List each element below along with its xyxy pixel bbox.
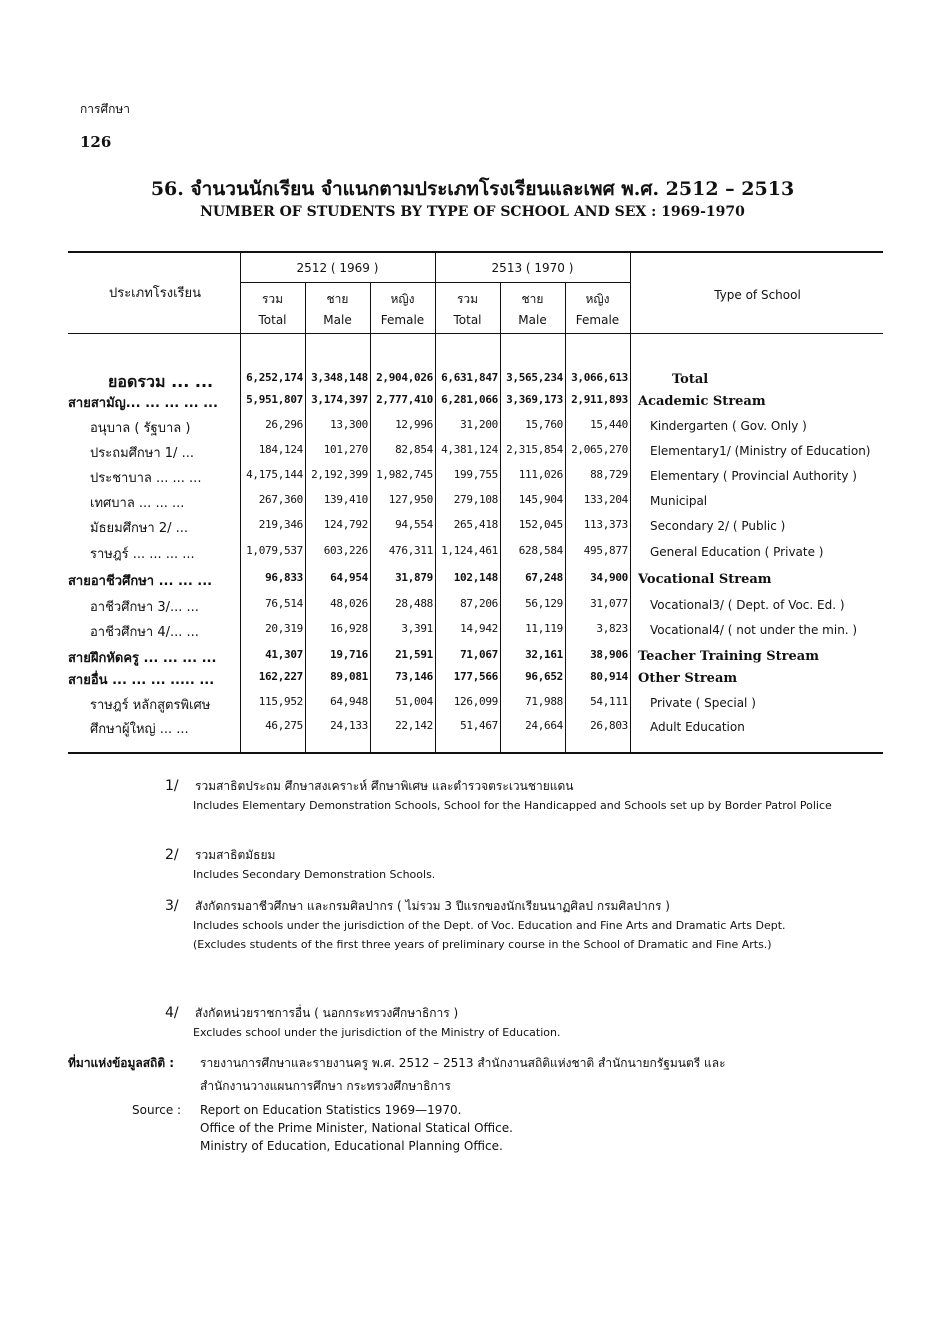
sub-header-en: Female xyxy=(380,313,425,327)
table-cell: 15,760 xyxy=(525,418,563,431)
table-cell: 219,346 xyxy=(258,518,303,531)
footnote-english: Excludes school under the jurisdiction of the Ministry of Education. xyxy=(193,1026,561,1039)
sub-header-en: Female xyxy=(575,313,620,327)
table-row xyxy=(68,368,883,390)
footnote-thai: รวมสาธิตประถม ศึกษาสงเคราะห์ ศึกษาพิเศษ และตำรวจตระเวนชายแดน xyxy=(195,779,574,793)
table-cell: 24,133 xyxy=(330,719,368,732)
footnote-mark: 2/ xyxy=(165,847,179,863)
row-label-english: Secondary 2/ ( Public ) xyxy=(650,519,786,533)
table-title-thai: 56. จำนวนนักเรียน จำแนกตามประเภทโรงเรียนและเพศ พ.ศ. 2512 – 2513 xyxy=(150,178,795,200)
sub-header-th: หญิง xyxy=(585,292,610,306)
row-label-english: Total xyxy=(672,372,709,387)
row-label-thai: อนุบาล ( รัฐบาล ) xyxy=(90,421,191,436)
table-cell: 31,200 xyxy=(460,418,498,431)
table-cell: 46,275 xyxy=(265,719,303,732)
table-cell: 26,296 xyxy=(265,418,303,431)
table-cell: 88,729 xyxy=(590,468,628,481)
table-cell: 94,554 xyxy=(395,518,433,531)
table-cell: 3,348,148 xyxy=(311,371,368,384)
table-row xyxy=(68,716,883,738)
left-column-header: ประเภทโรงเรียน xyxy=(108,286,202,301)
table-cell: 15,440 xyxy=(590,418,628,431)
row-label-thai: ศึกษาผู้ใหญ่ ... ... xyxy=(90,722,189,737)
table-cell: 73,146 xyxy=(395,670,433,683)
row-label-english: Kindergarten ( Gov. Only ) xyxy=(650,419,807,433)
table-cell: 21,591 xyxy=(395,648,433,661)
table-cell: 54,111 xyxy=(590,695,628,708)
table-cell: 87,206 xyxy=(460,597,498,610)
table-cell: 177,566 xyxy=(453,670,498,683)
table-row xyxy=(68,440,883,462)
table-row xyxy=(68,619,883,641)
sub-header-th: ชาย xyxy=(326,292,349,306)
footnote-mark: 4/ xyxy=(165,1005,179,1021)
footnote-mark: 3/ xyxy=(165,898,179,914)
table-title-english: NUMBER OF STUDENTS BY TYPE OF SCHOOL AND SEX : 1969-1970 xyxy=(200,204,745,220)
table-cell: 628,584 xyxy=(518,544,563,557)
source-label-thai: ที่มาแห่งข้อมูลสถิติ : xyxy=(68,1056,175,1070)
table-cell: 145,904 xyxy=(518,493,563,506)
table-cell: 51,004 xyxy=(395,695,433,708)
table-row xyxy=(68,594,883,616)
table-cell: 476,311 xyxy=(388,544,433,557)
table-cell: 133,204 xyxy=(583,493,628,506)
table-bottom-rule xyxy=(68,752,883,754)
table-cell: 115,952 xyxy=(258,695,303,708)
row-label-english: Teacher Training Stream xyxy=(638,649,819,664)
source-line-thai: รายงานการศึกษาและรายงานครู พ.ศ. 2512 – 2513 สำนักงานสถิติแห่งชาติ สำนักนายกรัฐมนตรี และ xyxy=(200,1056,726,1070)
table-cell: 89,081 xyxy=(330,670,368,683)
row-label-english: Municipal xyxy=(650,494,708,508)
row-label-thai: สายอื่น ... ... ... ..... ... xyxy=(68,673,215,688)
table-cell: 127,950 xyxy=(388,493,433,506)
row-label-english: Elementary1/ (Ministry of Education) xyxy=(650,444,871,458)
table-cell: 162,227 xyxy=(258,670,303,683)
table-cell: 126,099 xyxy=(453,695,498,708)
table-row xyxy=(68,515,883,537)
row-label-thai: ยอดรวม ... ... xyxy=(108,372,214,391)
table-cell: 48,026 xyxy=(330,597,368,610)
footnote-english: Includes schools under the jurisdiction of the Dept. of Voc. Education and Fine Arts and Dramatic Arts Dept. xyxy=(193,919,786,932)
footnote-thai: สังกัดหน่วยราชการอื่น ( นอกกระทรวงศึกษาธิการ ) xyxy=(195,1006,459,1020)
table-cell: 184,124 xyxy=(258,443,303,456)
table-cell: 3,066,613 xyxy=(571,371,628,384)
table-cell: 267,360 xyxy=(258,493,303,506)
table-cell: 19,716 xyxy=(330,648,368,661)
table-cell: 2,192,399 xyxy=(311,468,368,481)
footnote-thai: รวมสาธิตมัธยม xyxy=(195,848,276,862)
row-label-english: Private ( Special ) xyxy=(650,696,756,710)
table-cell: 28,488 xyxy=(395,597,433,610)
right-column-header: Type of School xyxy=(714,288,801,302)
section-label: การศึกษา xyxy=(80,102,130,116)
row-label-thai: ประถมศึกษา 1/ ... xyxy=(90,446,194,461)
table-cell: 67,248 xyxy=(525,571,563,584)
table-cell: 13,300 xyxy=(330,418,368,431)
table-cell: 24,664 xyxy=(525,719,563,732)
row-label-thai: สายอาชีวศึกษา ... ... ... xyxy=(68,574,213,589)
table-cell: 139,410 xyxy=(323,493,368,506)
sub-header-th: รวม xyxy=(261,292,284,306)
table-cell: 113,373 xyxy=(583,518,628,531)
sub-header-th: รวม xyxy=(456,292,479,306)
table-cell: 2,904,026 xyxy=(376,371,433,384)
footnote-mark: 1/ xyxy=(165,778,179,794)
table-cell: 4,381,124 xyxy=(441,443,498,456)
table-cell: 495,877 xyxy=(583,544,628,557)
table-cell: 6,631,847 xyxy=(441,371,498,384)
row-label-english: General Education ( Private ) xyxy=(650,545,824,559)
table-cell: 6,252,174 xyxy=(246,371,303,384)
table-cell: 41,307 xyxy=(265,648,303,661)
table-cell: 4,175,144 xyxy=(246,468,303,481)
table-cell: 32,161 xyxy=(525,648,563,661)
source-line-thai: สำนักงานวางแผนการศึกษา กระทรวงศึกษาธิการ xyxy=(200,1079,451,1093)
table-cell: 20,319 xyxy=(265,622,303,635)
table-row xyxy=(68,465,883,487)
table-cell: 22,142 xyxy=(395,719,433,732)
sub-header-en: Total xyxy=(258,313,287,327)
table-cell: 38,906 xyxy=(590,648,628,661)
row-label-english: Elementary ( Provincial Authority ) xyxy=(650,469,857,483)
table-cell: 31,879 xyxy=(395,571,433,584)
sub-header-en: Male xyxy=(518,313,547,327)
table-row xyxy=(68,541,883,563)
table-cell: 16,928 xyxy=(330,622,368,635)
table-cell: 111,026 xyxy=(518,468,563,481)
table-cell: 3,369,173 xyxy=(506,393,563,406)
footnote-english-note: (Excludes students of the first three years of preliminary course in the School of Dramatic and Fine Arts.) xyxy=(193,938,772,951)
table-cell: 64,948 xyxy=(330,695,368,708)
table-cell: 76,514 xyxy=(265,597,303,610)
table-row xyxy=(68,568,883,590)
table-cell: 34,900 xyxy=(590,571,628,584)
row-label-thai: สายฝึกหัดครู ... ... ... ... xyxy=(68,651,217,666)
table-cell: 26,803 xyxy=(590,719,628,732)
table-row xyxy=(68,667,883,689)
table-row xyxy=(68,415,883,437)
table-cell: 80,914 xyxy=(590,670,628,683)
footnote-english: Includes Secondary Demonstration Schools. xyxy=(193,868,436,881)
sub-header-en: Total xyxy=(453,313,482,327)
table-row xyxy=(68,645,883,667)
table-cell: 3,391 xyxy=(401,622,433,635)
footnote-3 xyxy=(165,899,865,952)
source-line-english: Office of the Prime Minister, National Statical Office. xyxy=(200,1121,513,1135)
table-cell: 102,148 xyxy=(453,571,498,584)
footnote-english: Includes Elementary Demonstration Schools, School for the Handicapped and Schools set up by Border Patrol Police xyxy=(193,799,832,812)
source-line-english: Ministry of Education, Educational Planning Office. xyxy=(200,1139,503,1153)
source-label-english: Source : xyxy=(132,1103,182,1117)
table-cell: 3,823 xyxy=(596,622,628,635)
table-cell: 5,951,807 xyxy=(246,393,303,406)
table-cell: 64,954 xyxy=(330,571,368,584)
row-label-thai: สายสามัญ... ... ... ... ... xyxy=(68,396,218,411)
sub-header-th: ชาย xyxy=(521,292,544,306)
source-line-english: Report on Education Statistics 1969—1970. xyxy=(200,1103,462,1117)
row-label-thai: ราษฎร์ ... ... ... ... xyxy=(90,547,195,562)
table-cell: 3,174,397 xyxy=(311,393,368,406)
table-row xyxy=(68,490,883,512)
table-cell: 12,996 xyxy=(395,418,433,431)
table-cell: 2,911,893 xyxy=(571,393,628,406)
table-cell: 101,270 xyxy=(323,443,368,456)
table-cell: 11,119 xyxy=(525,622,563,635)
table-cell: 6,281,066 xyxy=(441,393,498,406)
table-top-rule xyxy=(68,251,883,253)
row-label-english: Vocational3/ ( Dept. of Voc. Ed. ) xyxy=(650,598,845,612)
table-cell: 2,065,270 xyxy=(571,443,628,456)
table-cell: 603,226 xyxy=(323,544,368,557)
table-row xyxy=(68,692,883,714)
year-group-1970: 2513 ( 1970 ) xyxy=(491,261,574,275)
row-label-thai: อาชีวศึกษา 4/... ... xyxy=(90,625,199,640)
table-cell: 31,077 xyxy=(590,597,628,610)
row-label-english: Vocational Stream xyxy=(638,572,772,587)
table-cell: 1,079,537 xyxy=(246,544,303,557)
row-label-thai: มัธยมศึกษา 2/ ... xyxy=(90,521,188,536)
table-row xyxy=(68,390,883,412)
table-cell: 56,129 xyxy=(525,597,563,610)
table-cell: 71,988 xyxy=(525,695,563,708)
table-cell: 71,067 xyxy=(460,648,498,661)
table-cell: 265,418 xyxy=(453,518,498,531)
table-cell: 124,792 xyxy=(323,518,368,531)
row-label-thai: เทศบาล ... ... ... xyxy=(90,496,185,511)
table-cell: 152,045 xyxy=(518,518,563,531)
table-cell: 199,755 xyxy=(453,468,498,481)
year-group-1969: 2512 ( 1969 ) xyxy=(296,261,379,275)
row-label-thai: ราษฎร์ หลักสูตรพิเศษ xyxy=(90,698,211,713)
row-label-english: Other Stream xyxy=(638,671,738,686)
table-cell: 51,467 xyxy=(460,719,498,732)
page-number: 126 xyxy=(80,133,112,151)
footnote-thai: สังกัดกรมอาชีวศึกษา และกรมศิลปากร ( ไม่รวม 3 ปีแรกของนักเรียนนาฏศิลป กรมศิลปากร ) xyxy=(195,899,670,913)
table-cell: 1,124,461 xyxy=(441,544,498,557)
table-cell: 82,854 xyxy=(395,443,433,456)
table-cell: 1,982,745 xyxy=(376,468,433,481)
table-cell: 96,833 xyxy=(265,571,303,584)
footnote-2 xyxy=(165,848,865,882)
sub-header-en: Male xyxy=(323,313,352,327)
row-label-english: Academic Stream xyxy=(638,394,766,409)
table-cell: 2,777,410 xyxy=(376,393,433,406)
row-label-english: Vocational4/ ( not under the min. ) xyxy=(650,623,858,637)
row-label-thai: อาชีวศึกษา 3/... ... xyxy=(90,600,199,615)
table-cell: 14,942 xyxy=(460,622,498,635)
table-cell: 2,315,854 xyxy=(506,443,563,456)
table-cell: 96,652 xyxy=(525,670,563,683)
row-label-thai: ประชาบาล ... ... ... xyxy=(90,471,202,486)
table-cell: 3,565,234 xyxy=(506,371,563,384)
table-cell: 279,108 xyxy=(453,493,498,506)
footnote-4 xyxy=(165,1006,865,1040)
row-label-english: Adult Education xyxy=(650,720,745,734)
footnote-1 xyxy=(165,779,865,813)
header-bottom-rule xyxy=(68,333,883,334)
sub-header-th: หญิง xyxy=(390,292,415,306)
